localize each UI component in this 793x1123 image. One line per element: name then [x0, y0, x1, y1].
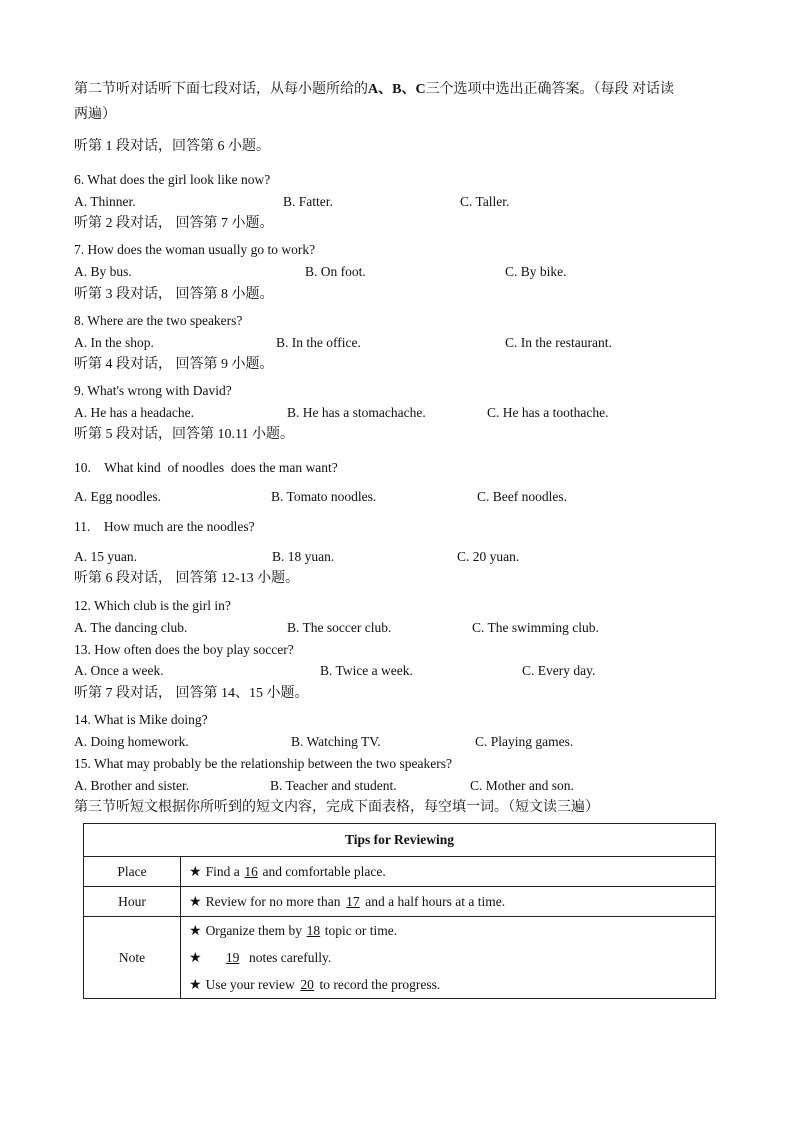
option-b: B. Tomato noodles.: [271, 489, 377, 504]
question-text: 11. How much are the noodles?: [74, 519, 255, 534]
text: Review for no more than: [205, 893, 344, 909]
dialogue-intro: 听第 7 段对话， 回答第 14、15 小题。: [74, 686, 309, 701]
option-c: C. By bike.: [505, 264, 567, 279]
option-c: C. Beef noodles.: [477, 489, 567, 504]
row-content-hour: [181, 887, 716, 917]
option-a: A. Once a week.: [74, 663, 164, 678]
dialogue-intro: 听第 1 段对话，回答第 6 小题。: [74, 139, 270, 154]
star-icon: ★: [189, 950, 202, 966]
note-line-1: [189, 917, 707, 944]
option-a: A. He has a headache.: [74, 405, 194, 420]
option-c: C. The swimming club.: [472, 620, 599, 635]
option-c: C. Playing games.: [475, 734, 574, 749]
tips-table: [83, 823, 716, 999]
text: Find a: [205, 863, 244, 879]
dialogue-intro: 听第 2 段对话， 回答第 7 小题。: [74, 216, 274, 231]
option-a: A. The dancing club.: [74, 620, 188, 635]
row-label-hour: Hour: [84, 887, 181, 917]
blank-17[interactable]: 17: [346, 893, 360, 909]
row-content-note: [181, 917, 716, 999]
section2-intro-part1: 第二节听对话听下面七段对话，从每小题所给的: [74, 82, 368, 97]
blank-19[interactable]: 19: [225, 950, 240, 965]
dialogue-intro: 听第 4 段对话， 回答第 9 小题。: [74, 357, 274, 372]
table-header-row: [84, 824, 716, 857]
question-text: 8. Where are the two speakers?: [74, 313, 243, 328]
note-line-3: [189, 971, 707, 998]
row-label-place: Place: [84, 857, 181, 887]
section2-intro-part2: 三个选项中选出正确答案。（每段 对话读: [425, 82, 675, 97]
option-b: B. He has a stomachache.: [287, 405, 426, 420]
dialogue-intro: 听第 5 段对话，回答第 10.11 小题。: [74, 427, 294, 442]
option-a: A. 15 yuan.: [74, 549, 137, 564]
option-a: A. Doing homework.: [74, 734, 189, 749]
question-text: 10. What kind of noodles does the man want?: [74, 460, 338, 475]
text: notes carefully.: [245, 950, 332, 965]
text: topic or time.: [321, 923, 398, 938]
text: Organize them by: [205, 923, 306, 938]
question-text: 14. What is Mike doing?: [74, 712, 208, 727]
option-b: B. On foot.: [305, 264, 366, 279]
option-b: B. Watching TV.: [291, 734, 381, 749]
option-c: C. Mother and son.: [470, 778, 574, 793]
section3-intro: 第三节听短文根据你所听到的短文内容，完成下面表格，每空填一词。（短文读三遍）: [74, 800, 599, 815]
option-b: B. 18 yuan.: [272, 549, 335, 564]
option-b: B. The soccer club.: [287, 620, 392, 635]
option-b: B. In the office.: [276, 335, 361, 350]
option-a: A. Egg noodles.: [74, 489, 161, 504]
section2-intro-line2: 两遍）: [74, 107, 116, 122]
section2-intro: [74, 81, 674, 99]
table-row-hour: [84, 887, 716, 917]
blank-18[interactable]: 18: [306, 923, 321, 938]
option-b: B. Fatter.: [283, 194, 333, 209]
text: and a half hours at a time.: [361, 893, 506, 909]
option-a: A. Thinner.: [74, 194, 136, 209]
option-c: C. He has a toothache.: [487, 405, 609, 420]
option-a: A. Brother and sister.: [74, 778, 190, 793]
dialogue-intro: 听第 3 段对话， 回答第 8 小题。: [74, 287, 274, 302]
option-a: A. By bus.: [74, 264, 132, 279]
option-a: A. In the shop.: [74, 335, 154, 350]
blank-16[interactable]: 16: [244, 863, 258, 879]
option-c: C. 20 yuan.: [457, 549, 520, 564]
row-content-place: [181, 857, 716, 887]
table-title: Tips for Reviewing: [84, 824, 716, 857]
star-icon: ★: [189, 923, 202, 939]
table-row-place: [84, 857, 716, 887]
star-icon: ★: [189, 977, 202, 993]
star-icon: ★: [189, 893, 202, 910]
text: to record the progress.: [316, 977, 441, 992]
option-b: B. Twice a week.: [320, 663, 413, 678]
table-row-note: [84, 917, 716, 999]
question-text: 12. Which club is the girl in?: [74, 598, 231, 613]
question-text: 9. What's wrong with David?: [74, 383, 232, 398]
dialogue-intro: 听第 6 段对话， 回答第 12-13 小题。: [74, 571, 300, 586]
note-line-2: [189, 944, 707, 971]
section2-intro-options: A、B、C: [368, 82, 426, 97]
row-label-note: Note: [84, 917, 181, 999]
blank-20[interactable]: 20: [300, 977, 314, 992]
question-text: 15. What may probably be the relationship between the two speakers?: [74, 756, 453, 771]
question-text: 6. What does the girl look like now?: [74, 172, 271, 187]
option-b: B. Teacher and student.: [270, 778, 397, 793]
question-text: 7. How does the woman usually go to work?: [74, 242, 316, 257]
text: and comfortable place.: [259, 863, 386, 879]
star-icon: ★: [189, 863, 202, 880]
text: Use your review: [205, 977, 299, 992]
option-c: C. In the restaurant.: [505, 335, 612, 350]
option-c: C. Taller.: [460, 194, 510, 209]
question-text: 13. How often does the boy play soccer?: [74, 642, 294, 657]
option-c: C. Every day.: [522, 663, 596, 678]
